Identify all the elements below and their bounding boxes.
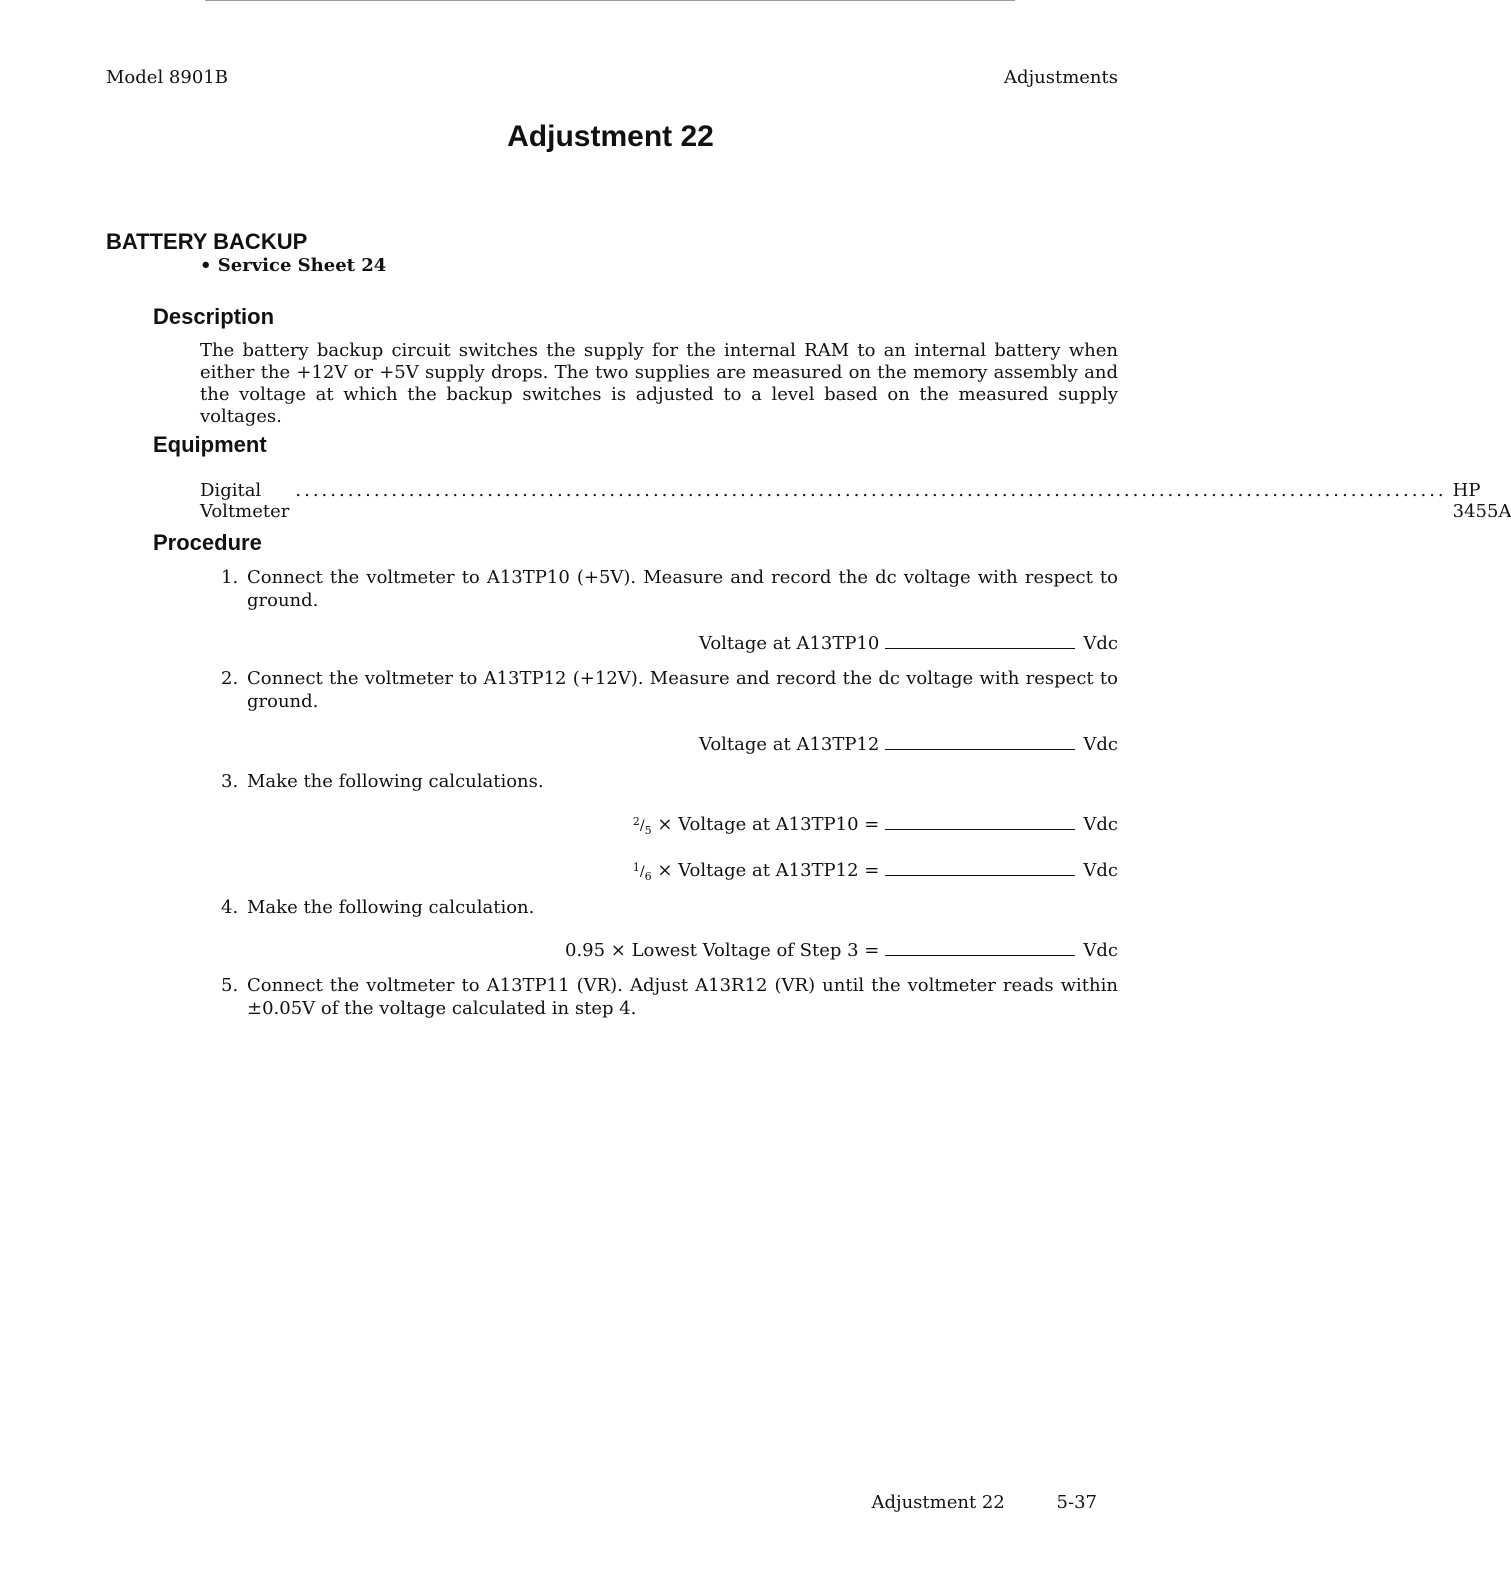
record-line [633,814,1118,837]
fraction-denominator: 5 [644,824,652,837]
record-label: 0.95 × Lowest Voltage of Step 3 = [565,940,880,961]
step-text: Connect the voltmeter to A13TP10 (+5V). Measure and record the dc voltage with respect to ground. [247,567,1118,611]
fraction: $^1/_6$ [632,861,652,883]
record-line [633,860,1118,883]
step-number: 1. [221,567,239,588]
record-label: × Voltage at A13TP12 = [657,860,880,881]
record-unit: Vdc [1083,814,1118,835]
record-blank[interactable] [885,735,1075,750]
procedure-heading: Procedure [153,530,262,555]
equipment-row [200,480,1511,522]
equipment-model: HP 3455A [1452,480,1511,522]
fraction-numerator: 1 [632,861,640,874]
service-sheet-ref: • Service Sheet 24 [200,255,387,276]
leader-dots: .................................................................................................................................... [295,480,1447,501]
header-model: Model 8901B [106,67,228,88]
footer [871,1492,1097,1513]
top-rule [205,0,1015,1]
header-section: Adjustments [1004,67,1118,88]
step-text: Make the following calculations. [247,771,544,792]
record-label: Voltage at A13TP12 [698,734,880,755]
record-blank[interactable] [885,634,1075,649]
record-line [699,633,1118,654]
procedure-step [221,667,1118,713]
procedure-step [221,974,1118,1020]
step-text: Make the following calculation. [247,897,535,918]
step-number: 5. [221,975,239,996]
record-label: × Voltage at A13TP10 = [657,814,880,835]
step-text: Connect the voltmeter to A13TP12 (+12V). Measure and record the dc voltage with respect to ground. [247,668,1118,712]
record-unit: Vdc [1083,940,1118,961]
page-number: 5-37 [1056,1492,1097,1513]
description-heading: Description [153,304,275,329]
fraction: $^2/_5$ [632,815,652,837]
record-label: Voltage at A13TP10 [698,633,880,654]
procedure-step [221,770,1118,793]
footer-label: Adjustment 22 [871,1492,1005,1513]
page-title: Adjustment 22 [507,120,714,153]
step-number: 3. [221,771,239,792]
record-blank[interactable] [885,861,1075,876]
record-line [565,940,1118,961]
record-blank[interactable] [885,941,1075,956]
procedure-step [221,896,1118,919]
section-heading: BATTERY BACKUP [106,229,308,254]
step-text: Connect the voltmeter to A13TP11 (VR). Adjust A13R12 (VR) until the voltmeter reads within ±0.05V of the voltage calculated in step 4. [247,975,1118,1019]
fraction-numerator: 2 [632,815,640,828]
record-unit: Vdc [1083,633,1118,654]
procedure-step [221,566,1118,612]
record-blank[interactable] [885,815,1075,830]
step-number: 2. [221,668,239,689]
record-unit: Vdc [1083,860,1118,881]
description-text: The battery backup circuit switches the supply for the internal RAM to an internal battery when either the +12V or +5V supply drops. The two supplies are measured on the memory assembly and the voltage at which the backup switches is adjusted to a level based on the measured supply voltages. [200,340,1118,427]
equipment-heading: Equipment [153,432,267,457]
record-line [699,734,1118,755]
equipment-item: Digital Voltmeter [200,480,290,522]
record-unit: Vdc [1083,734,1118,755]
step-number: 4. [221,897,239,918]
fraction-denominator: 6 [644,870,652,883]
